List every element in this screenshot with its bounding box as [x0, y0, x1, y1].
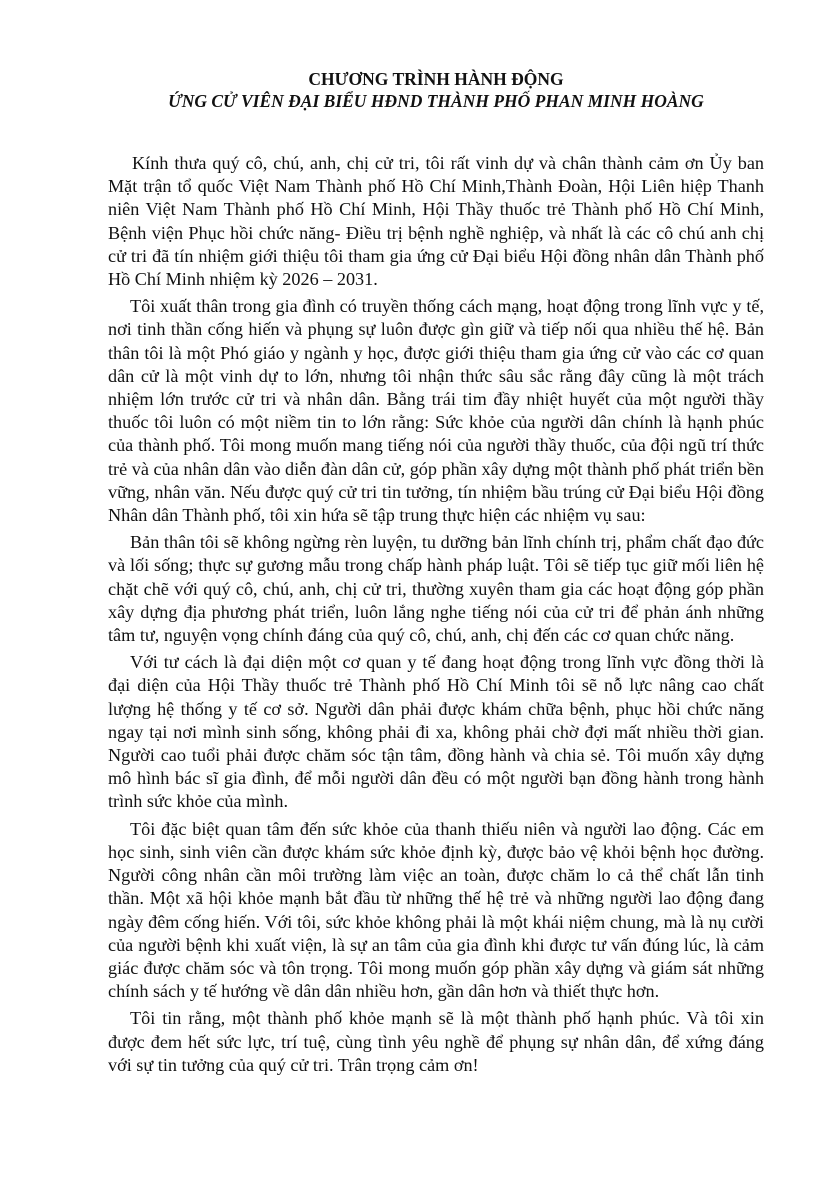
paragraph-3: Bản thân tôi sẽ không ngừng rèn luyện, tu dưỡng bản lĩnh chính trị, phẩm chất đạo đức và lối sống; thực sự gương mẫu trong chấp hành pháp luật. Tôi sẽ tiếp tục giữ mối liên hệ chặt chẽ với quý cô, chú, anh, chị cử tri, thường xuyên tham gia các hoạt động góp phần xây dựng địa phương phát triển, luôn lắng nghe tiếng nói của cử tri để phản ánh những tâm tư, nguyện vọng chính đáng của quý cô, chú, anh, chị đến các cơ quan chức năng. — [108, 532, 764, 646]
title-line-1: CHƯƠNG TRÌNH HÀNH ĐỘNG — [308, 69, 564, 89]
title-line-2: ỨNG CỬ VIÊN ĐẠI BIỂU HĐND THÀNH PHỐ PHAN MINH HOÀNG — [168, 91, 704, 111]
paragraph-2: Tôi xuất thân trong gia đình có truyền thống cách mạng, hoạt động trong lĩnh vực y tế, nơi tinh thần cống hiến và phụng sự luôn được gìn giữ và tiếp nối qua nhiều thế hệ. Bản thân tôi là một Phó giáo y ngành y học, được giới thiệu tham gia ứng cử vào các cơ quan dân cử là một vinh dự to lớn, nhưng tôi nhận thức sâu sắc rằng đây cũng là một trách nhiệm lớn trước cử tri và nhân dân. Bằng trái tim đầy nhiệt huyết của một người thầy thuốc tôi luôn có một niềm tin to lớn rằng: Sức khỏe của người dân chính là hạnh phúc của thành phố. Tôi mong muốn mang tiếng nói của người thầy thuốc, của đội ngũ trí thức trẻ và của nhân dân vào diễn đàn dân cử, góp phần xây dựng một thành phố phát triển bền vững, nhân văn. Nếu được quý cử tri tin tưởng, tín nhiệm bầu trúng cử Đại biểu Hội đồng Nhân dân Thành phố, tôi xin hứa sẽ tập trung thực hiện các nhiệm vụ sau: — [108, 296, 764, 526]
document-title — [108, 68, 764, 112]
paragraph-5: Tôi đặc biệt quan tâm đến sức khỏe của thanh thiếu niên và người lao động. Các em học sinh, sinh viên cần được khám sức khỏe định kỳ, được bảo vệ khỏi bệnh học đường. Người công nhân cần môi trường làm việc an toàn, được chăm lo cả thể chất lẫn tinh thần. Một xã hội khỏe mạnh bắt đầu từ những thế hệ trẻ và những người lao động đang ngày đêm cống hiến. Với tôi, sức khỏe không phải là một khái niệm chung, mà là nụ cười của người bệnh khi xuất viện, là sự an tâm của gia đình khi được tư vấn đúng lúc, là cảm giác được chăm sóc và tôn trọng. Tôi mong muốn góp phần xây dựng và giám sát những chính sách y tế hướng về dân dân nhiều hơn, gần dân hơn và thiết thực hơn. — [108, 818, 764, 1002]
paragraph-6: Tôi tin rằng, một thành phố khỏe mạnh sẽ là một thành phố hạnh phúc. Và tôi xin được đem hết sức lực, trí tuệ, cùng tình yêu nghề để phụng sự nhân dân, để xứng đáng với sự tin tưởng của quý cử tri. Trân trọng cảm ơn! — [108, 1008, 764, 1075]
paragraph-1: Kính thưa quý cô, chú, anh, chị cử tri, tôi rất vinh dự và chân thành cảm ơn Ủy ban Mặt trận tổ quốc Việt Nam Thành phố Hồ Chí Minh,Thành Đoàn, Hội Liên hiệp Thanh niên Việt Nam Thành phố Hồ Chí Minh, Hội Thầy thuốc trẻ Thành phố Hồ Chí Minh, Bệnh viện Phục hồi chức năng- Điều trị bệnh nghề nghiệp, và nhất là các cô chú anh chị cử tri đã tín nhiệm giới thiệu tôi tham gia ứng cử Đại biểu Hội đồng nhân dân Thành phố Hồ Chí Minh nhiệm kỳ 2026 – 2031. — [108, 153, 764, 290]
paragraph-4: Với tư cách là đại diện một cơ quan y tế đang hoạt động trong lĩnh vực đồng thời là đại diện của Hội Thầy thuốc trẻ Thành phố Hồ Chí Minh tôi sẽ nỗ lực nâng cao chất lượng hệ thống y tế cơ sở. Người dân phải được khám chữa bệnh, phục hồi chức năng ngay tại nơi mình sinh sống, không phải đi xa, không phải chờ đợi mất nhiều thời gian. Người cao tuổi phải được chăm sóc tận tâm, đồng hành và chia sẻ. Tôi muốn xây dựng mô hình bác sĩ gia đình, để mỗi người dân đều có một người bạn đồng hành trong hành trình sức khỏe của mình. — [108, 652, 764, 812]
document-body — [108, 152, 764, 1077]
